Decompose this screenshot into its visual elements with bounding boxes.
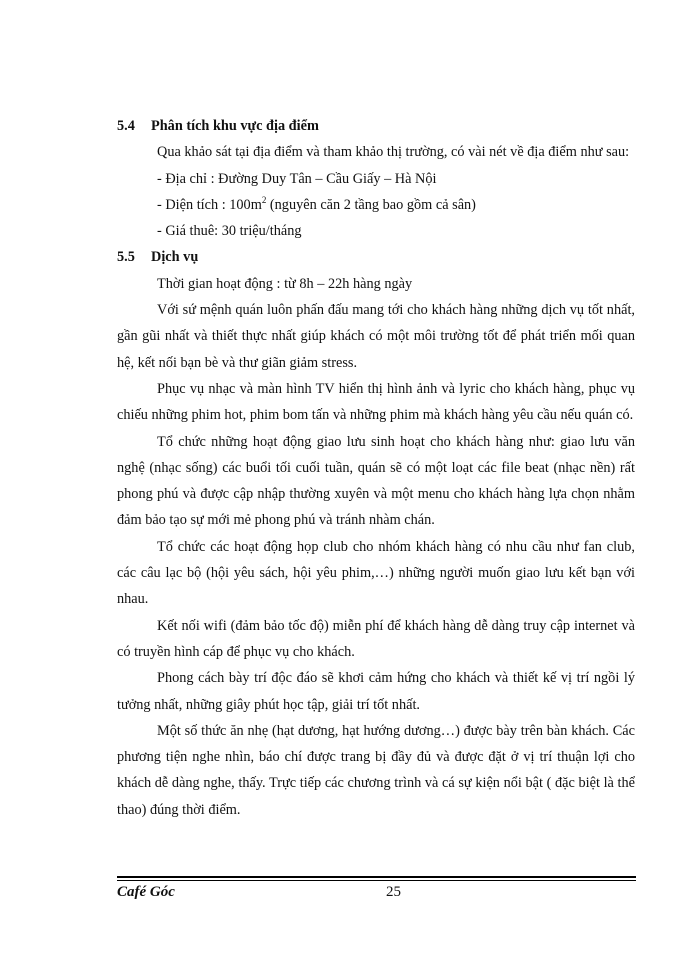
section-number: 5.5: [117, 249, 135, 266]
footer-title: Café Góc: [117, 884, 175, 900]
section-heading-5-5: [117, 244, 635, 270]
paragraph-club: Tổ chức các hoạt động họp club cho nhóm khách hàng có nhu cầu như fan club, các câu lạc bộ (hội yêu sách, hội yêu phim,…) những người muốn giao lưu kết bạn với nhau.: [117, 538, 635, 608]
footer-divider: [117, 876, 636, 878]
section-title: Phân tích khu vực địa điểm: [151, 118, 319, 134]
footer-divider-thin: [117, 880, 636, 881]
paragraph-hours: Thời gian hoạt động : từ 8h – 22h hàng ngày: [157, 275, 413, 292]
page-number: 25: [386, 884, 401, 900]
bullet-area: [117, 192, 635, 218]
bullet-rent: - Giá thuê: 30 triệu/tháng: [157, 223, 302, 240]
page-content: [117, 113, 635, 823]
section-title: Dịch vụ: [151, 249, 199, 266]
paragraph-snacks-media: Một số thức ăn nhẹ (hạt dương, hạt hướng dương…) được bày trên bàn khách. Các phương tiện nghe nhìn, báo chí được trang bị đầy đủ và được đặt ở vị trí thuận lợi cho khách dễ dàng nghe, thấy. Trực tiếp các chương trình và cá sự kiện nổi bật ( đặc biệt là thể thao) đúng thời điểm.: [117, 722, 635, 818]
bullet-area-detail: (nguyên căn 2 tầng bao gồm cả sân): [266, 196, 476, 213]
superscript-2: 2: [261, 195, 267, 206]
paragraph-intro: Qua khảo sát tại địa điểm và tham khảo thị trường, có vài nét về địa điểm như sau:: [157, 144, 630, 161]
section-number: 5.4: [117, 118, 135, 134]
bullet-area-text: - Diện tích : 100m: [157, 196, 262, 213]
bullet-address: - Địa chỉ : Đường Duy Tân – Cầu Giấy – Hà Nội: [157, 170, 437, 187]
paragraph-decor: Phong cách bày trí độc đáo sẽ khơi cảm hứng cho khách và thiết kế vị trí ngồi lý tưởng nhất, những giây phút học tập, giải trí tốt nhất.: [117, 670, 635, 713]
paragraph-wifi: Kết nối wifi (đảm bảo tốc độ) miễn phí để khách hàng dễ dàng truy cập internet và có truyền hình cáp để phục vụ cho khách.: [117, 617, 635, 660]
section-heading-5-4: [117, 113, 635, 139]
paragraph-activities: Tổ chức những hoạt động giao lưu sinh hoạt cho khách hàng như: giao lưu văn nghệ (nhạc sống) các buổi tối cuối tuần, quán sẽ có một loạt các file beat (nhạc nền) rất phong phú và được cập nhập thường xuyên và một menu cho khách hàng lựa chọn nhằm đảm bảo tạo sự mới mẻ phong phú và tránh nhàm chán.: [117, 433, 635, 529]
paragraph-music-tv: Phục vụ nhạc và màn hình TV hiển thị hình ảnh và lyric cho khách hàng, phục vụ chiếu những phim hot, phim bom tấn và những phim mà khách hàng yêu cầu nếu quán có.: [117, 380, 635, 424]
paragraph-mission: Với sứ mệnh quán luôn phấn đấu mang tới cho khách hàng những dịch vụ tốt nhất, gần gũi nhất và thiết thực nhất giúp khách có một môi trường tốt để phát triển mối quan hệ, kết nối bạn bè và thư giãn giảm stress.: [117, 302, 635, 371]
